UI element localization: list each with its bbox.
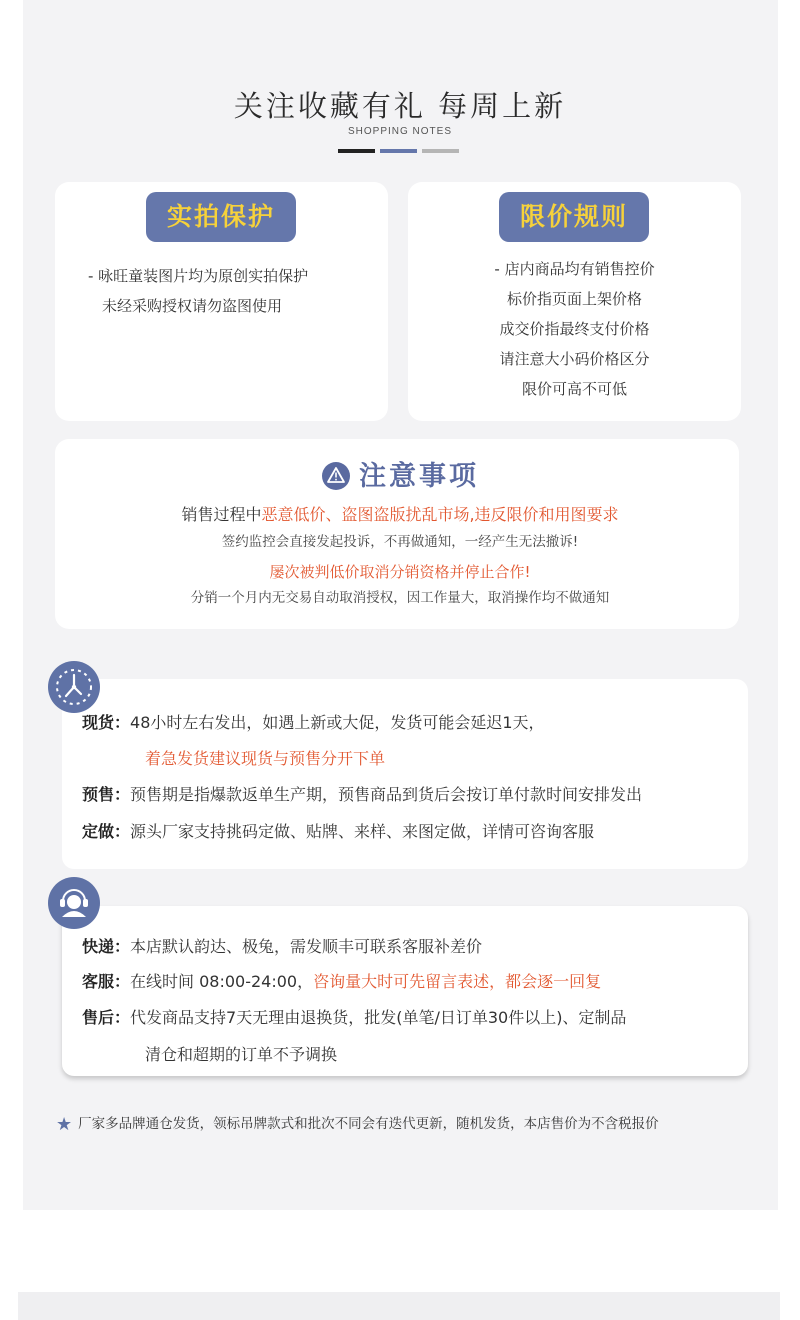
notice-line-3: 屡次被判低价取消分销资格并停止合作!	[269, 563, 531, 581]
notice-line-4: 分销一个月内无交易自动取消授权，因工作量大，取消操作均不做通知	[190, 590, 610, 606]
divider-blue	[380, 149, 417, 153]
service-row-express: 快递：本店默认韵达、极兔，需发顺丰可联系客服补差价	[82, 937, 483, 956]
photo-protection-title: 实拍保护	[146, 192, 296, 242]
service-icon-circle	[48, 877, 100, 929]
price-rules-text: - 店内商品均有销售控价 标价指页面上架价格 成交价指最终支付价格 请注意大小码价格区分 限价可高不可低	[494, 260, 655, 398]
clock-icon	[48, 661, 100, 713]
shipping-row-custom: 定做：源头厂家支持挑码定做、贴牌、来样、来图定做，详情可咨询客服	[82, 822, 595, 841]
notice-line-2: 签约监控会直接发起投诉，不再做通知，一经产生无法撤诉!	[221, 534, 579, 550]
customer-service-icon	[48, 877, 100, 929]
warning-icon	[321, 461, 351, 491]
divider-black	[338, 149, 375, 153]
divider-gray	[422, 149, 459, 153]
notice-title-row	[0, 454, 800, 493]
page-title: 关注收藏有礼 每周上新	[233, 89, 567, 123]
page-subtitle: SHOPPING NOTES	[347, 126, 452, 137]
service-row-after-sales: 售后：代发商品支持7天无理由退换货，批发(单笔/日订单30件以上)、定制品	[82, 1008, 627, 1027]
service-row-customer-service: 客服：在线时间 08:00-24:00，咨询量大时可先留言表述，都会逐一回复	[82, 972, 602, 991]
next-section-bar	[18, 1292, 780, 1320]
notice-line-1: 销售过程中恶意低价、盗图盗版扰乱市场,违反限价和用图要求	[181, 505, 619, 524]
price-rules-title: 限价规则	[499, 192, 649, 242]
clock-icon-circle	[48, 661, 100, 713]
notice-title: 注意事项	[359, 461, 479, 492]
photo-protection-card	[55, 182, 388, 421]
price-rules-card	[408, 182, 741, 421]
shipping-row-presale: 预售：预售期是指爆款返单生产期，预售商品到货后会按订单付款时间安排发出	[82, 785, 643, 804]
service-row-after-sales-cont: 清仓和超期的订单不予调换	[145, 1045, 338, 1064]
shipping-row-instock: 现货：48小时左右发出，如遇上新或大促，发货可能会延迟1天，	[82, 713, 545, 732]
shipping-row-instock-highlight: 着急发货建议现货与预售分开下单	[145, 749, 386, 768]
photo-protection-text: - 咏旺童装图片均为原创实拍保护 未经采购授权请勿盗图使用	[88, 267, 309, 315]
star-icon: ★	[56, 1114, 73, 1135]
footer-note: ★ 厂家多品牌通仓发货，领标吊牌款式和批次不同会有迭代更新，随机发货，本店售价为不含税报价	[56, 1114, 659, 1135]
